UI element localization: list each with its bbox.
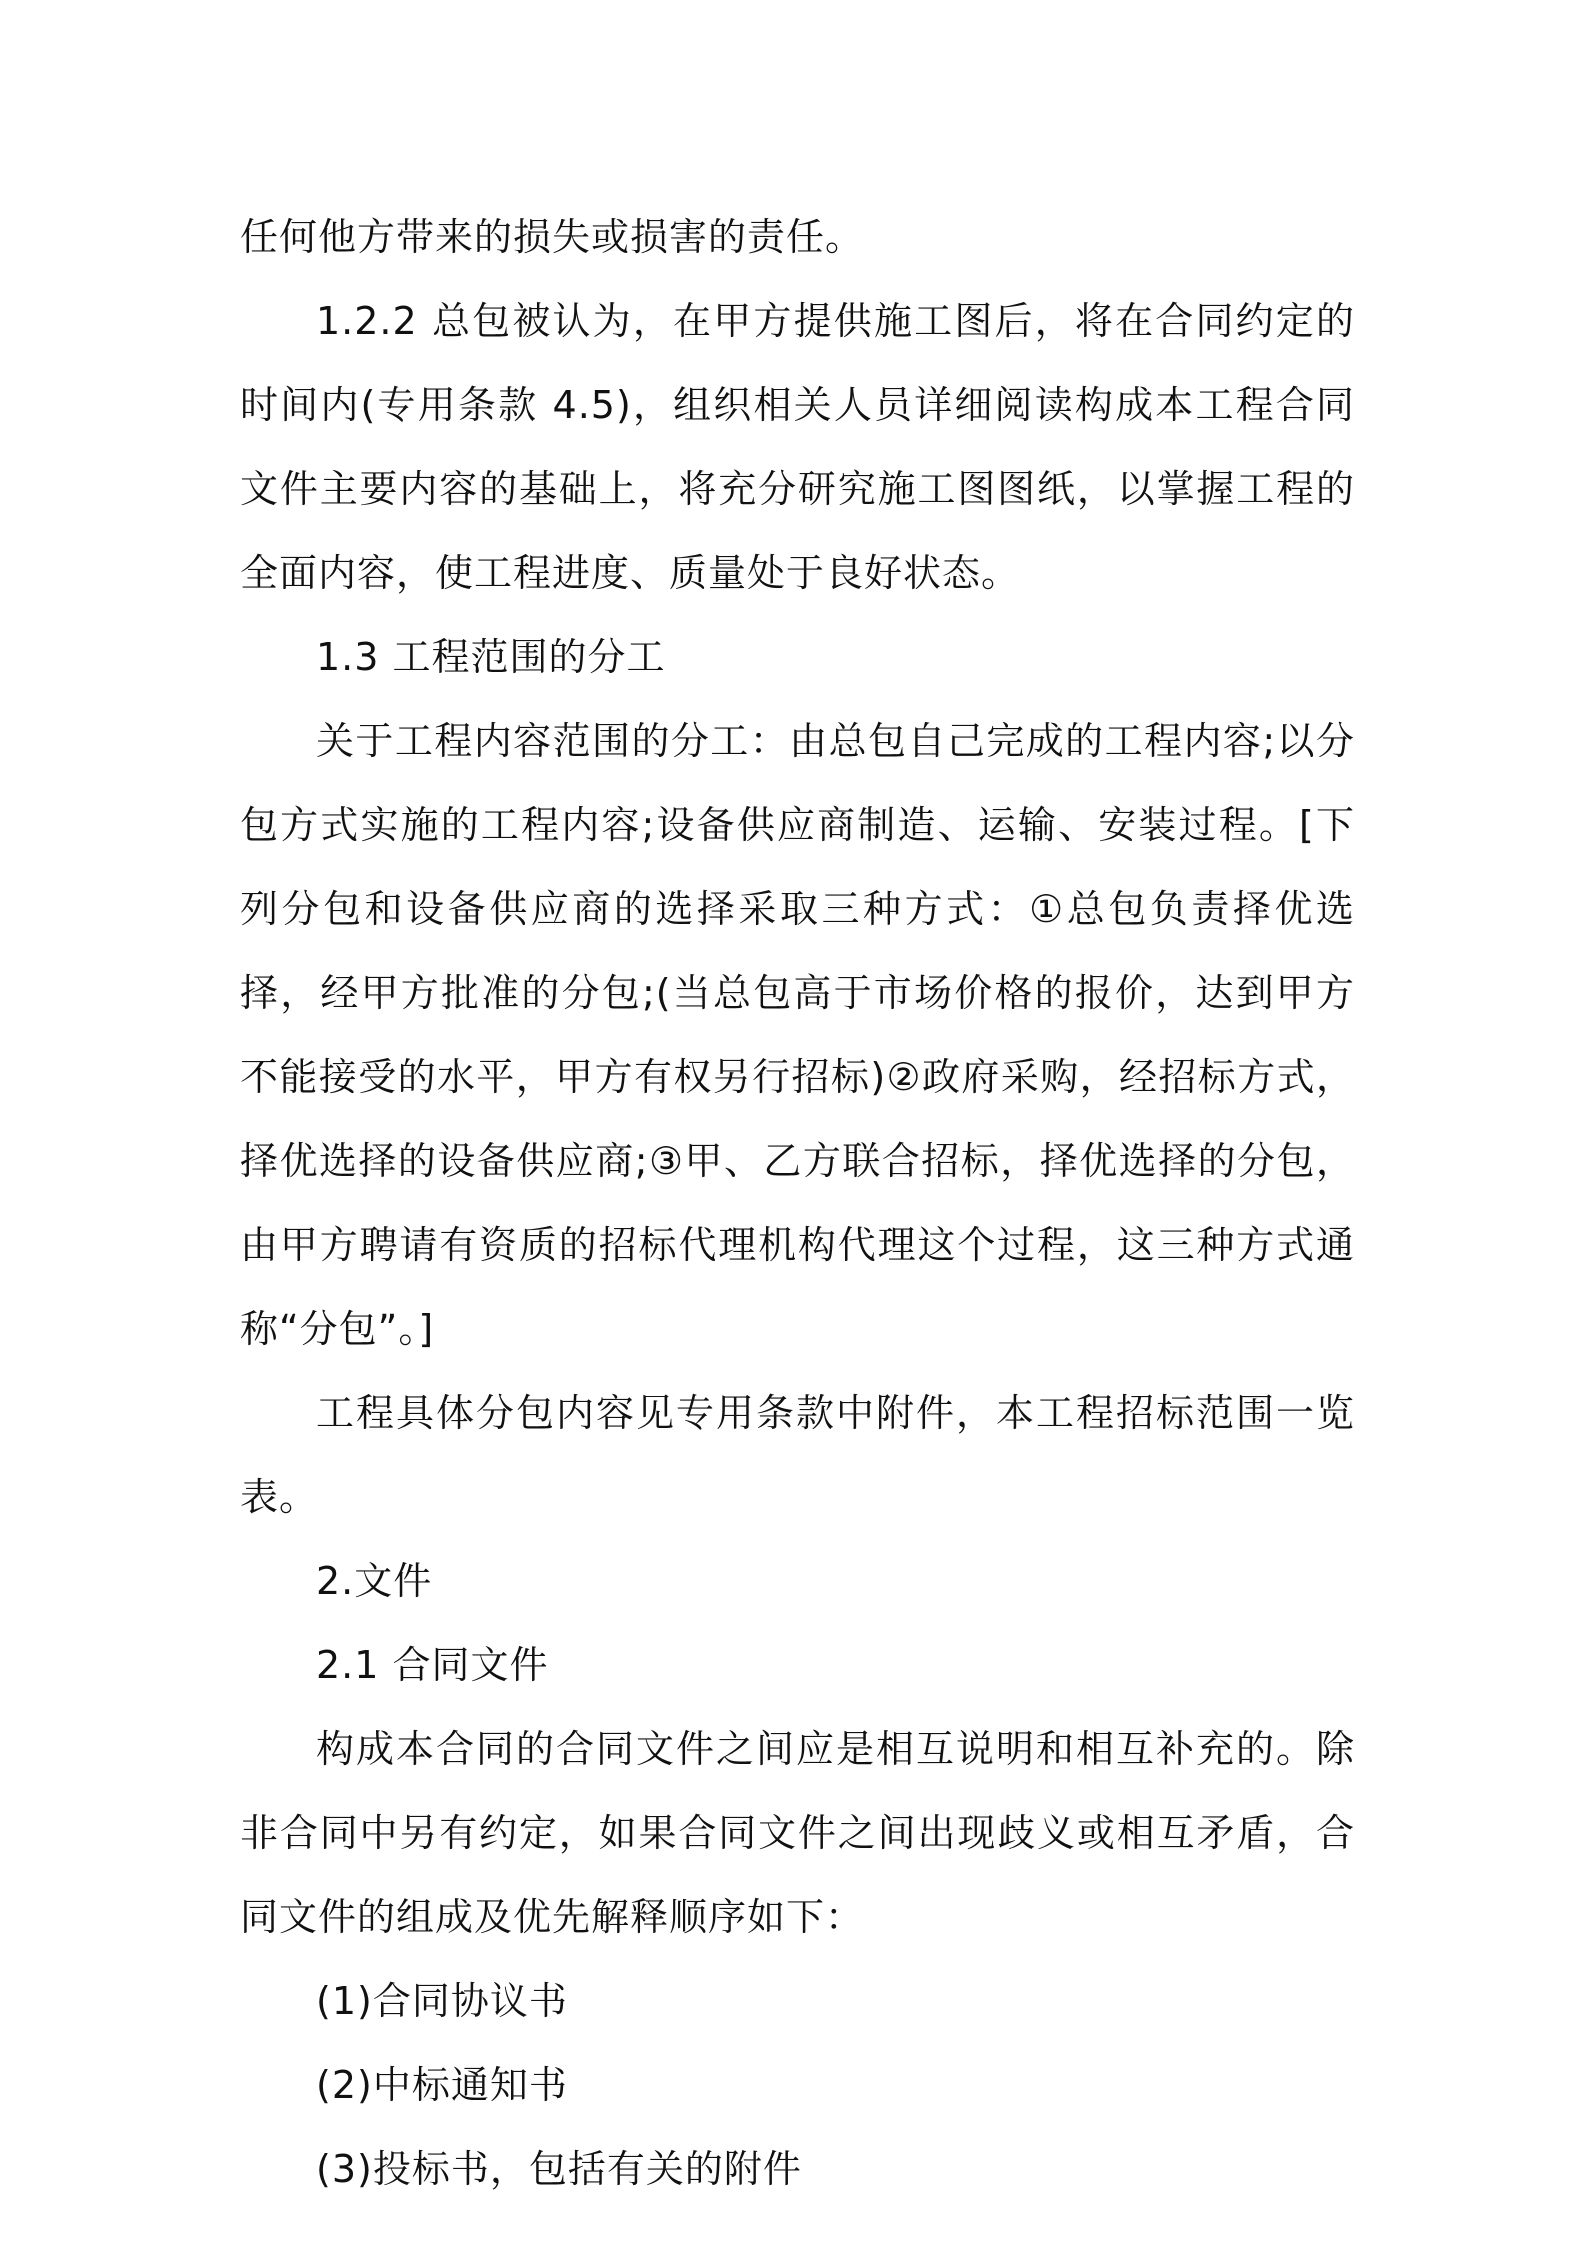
paragraph-clause-1-2-2: 1.2.2 总包被认为，在甲方提供施工图后，将在合同约定的时间内(专用条款 4.5)，组织相关人员详细阅读构成本工程合同文件主要内容的基础上，将充分研究施工图图纸，以掌握工程的全面内容，使工程进度、质量处于良好状态。 bbox=[240, 299, 1355, 595]
document-page bbox=[240, 195, 1355, 2211]
list-item-1: (1)合同协议书 bbox=[316, 1979, 568, 2023]
list-item-2: (2)中标通知书 bbox=[316, 2063, 568, 2107]
paragraph-subcontract-reference: 工程具体分包内容见专用条款中附件，本工程招标范围一览表。 bbox=[240, 1391, 1355, 1519]
section-heading-1-3: 1.3 工程范围的分工 bbox=[316, 635, 666, 679]
section-heading-2: 2.文件 bbox=[316, 1559, 433, 1603]
paragraph-scope-division: 关于工程内容范围的分工：由总包自己完成的工程内容;以分包方式实施的工程内容;设备供应商制造、运输、安装过程。[下列分包和设备供应商的选择采取三种方式：①总包负责择优选择，经甲方批准的分包;(当总包高于市场价格的报价，达到甲方不能接受的水平，甲方有权另行招标)②政府采购，经招标方式，择优选择的设备供应商;③甲、乙方联合招标，择优选择的分包，由甲方聘请有资质的招标代理机构代理这个过程，这三种方式通称“分包”。] bbox=[240, 719, 1355, 1351]
paragraph-contract-documents: 构成本合同的合同文件之间应是相互说明和相互补充的。除非合同中另有约定，如果合同文件之间出现歧义或相互矛盾，合同文件的组成及优先解释顺序如下： bbox=[240, 1727, 1355, 1939]
paragraph-continuation: 任何他方带来的损失或损害的责任。 bbox=[240, 215, 865, 259]
section-heading-2-1: 2.1 合同文件 bbox=[316, 1643, 549, 1687]
list-item-3: (3)投标书，包括有关的附件 bbox=[316, 2147, 802, 2191]
